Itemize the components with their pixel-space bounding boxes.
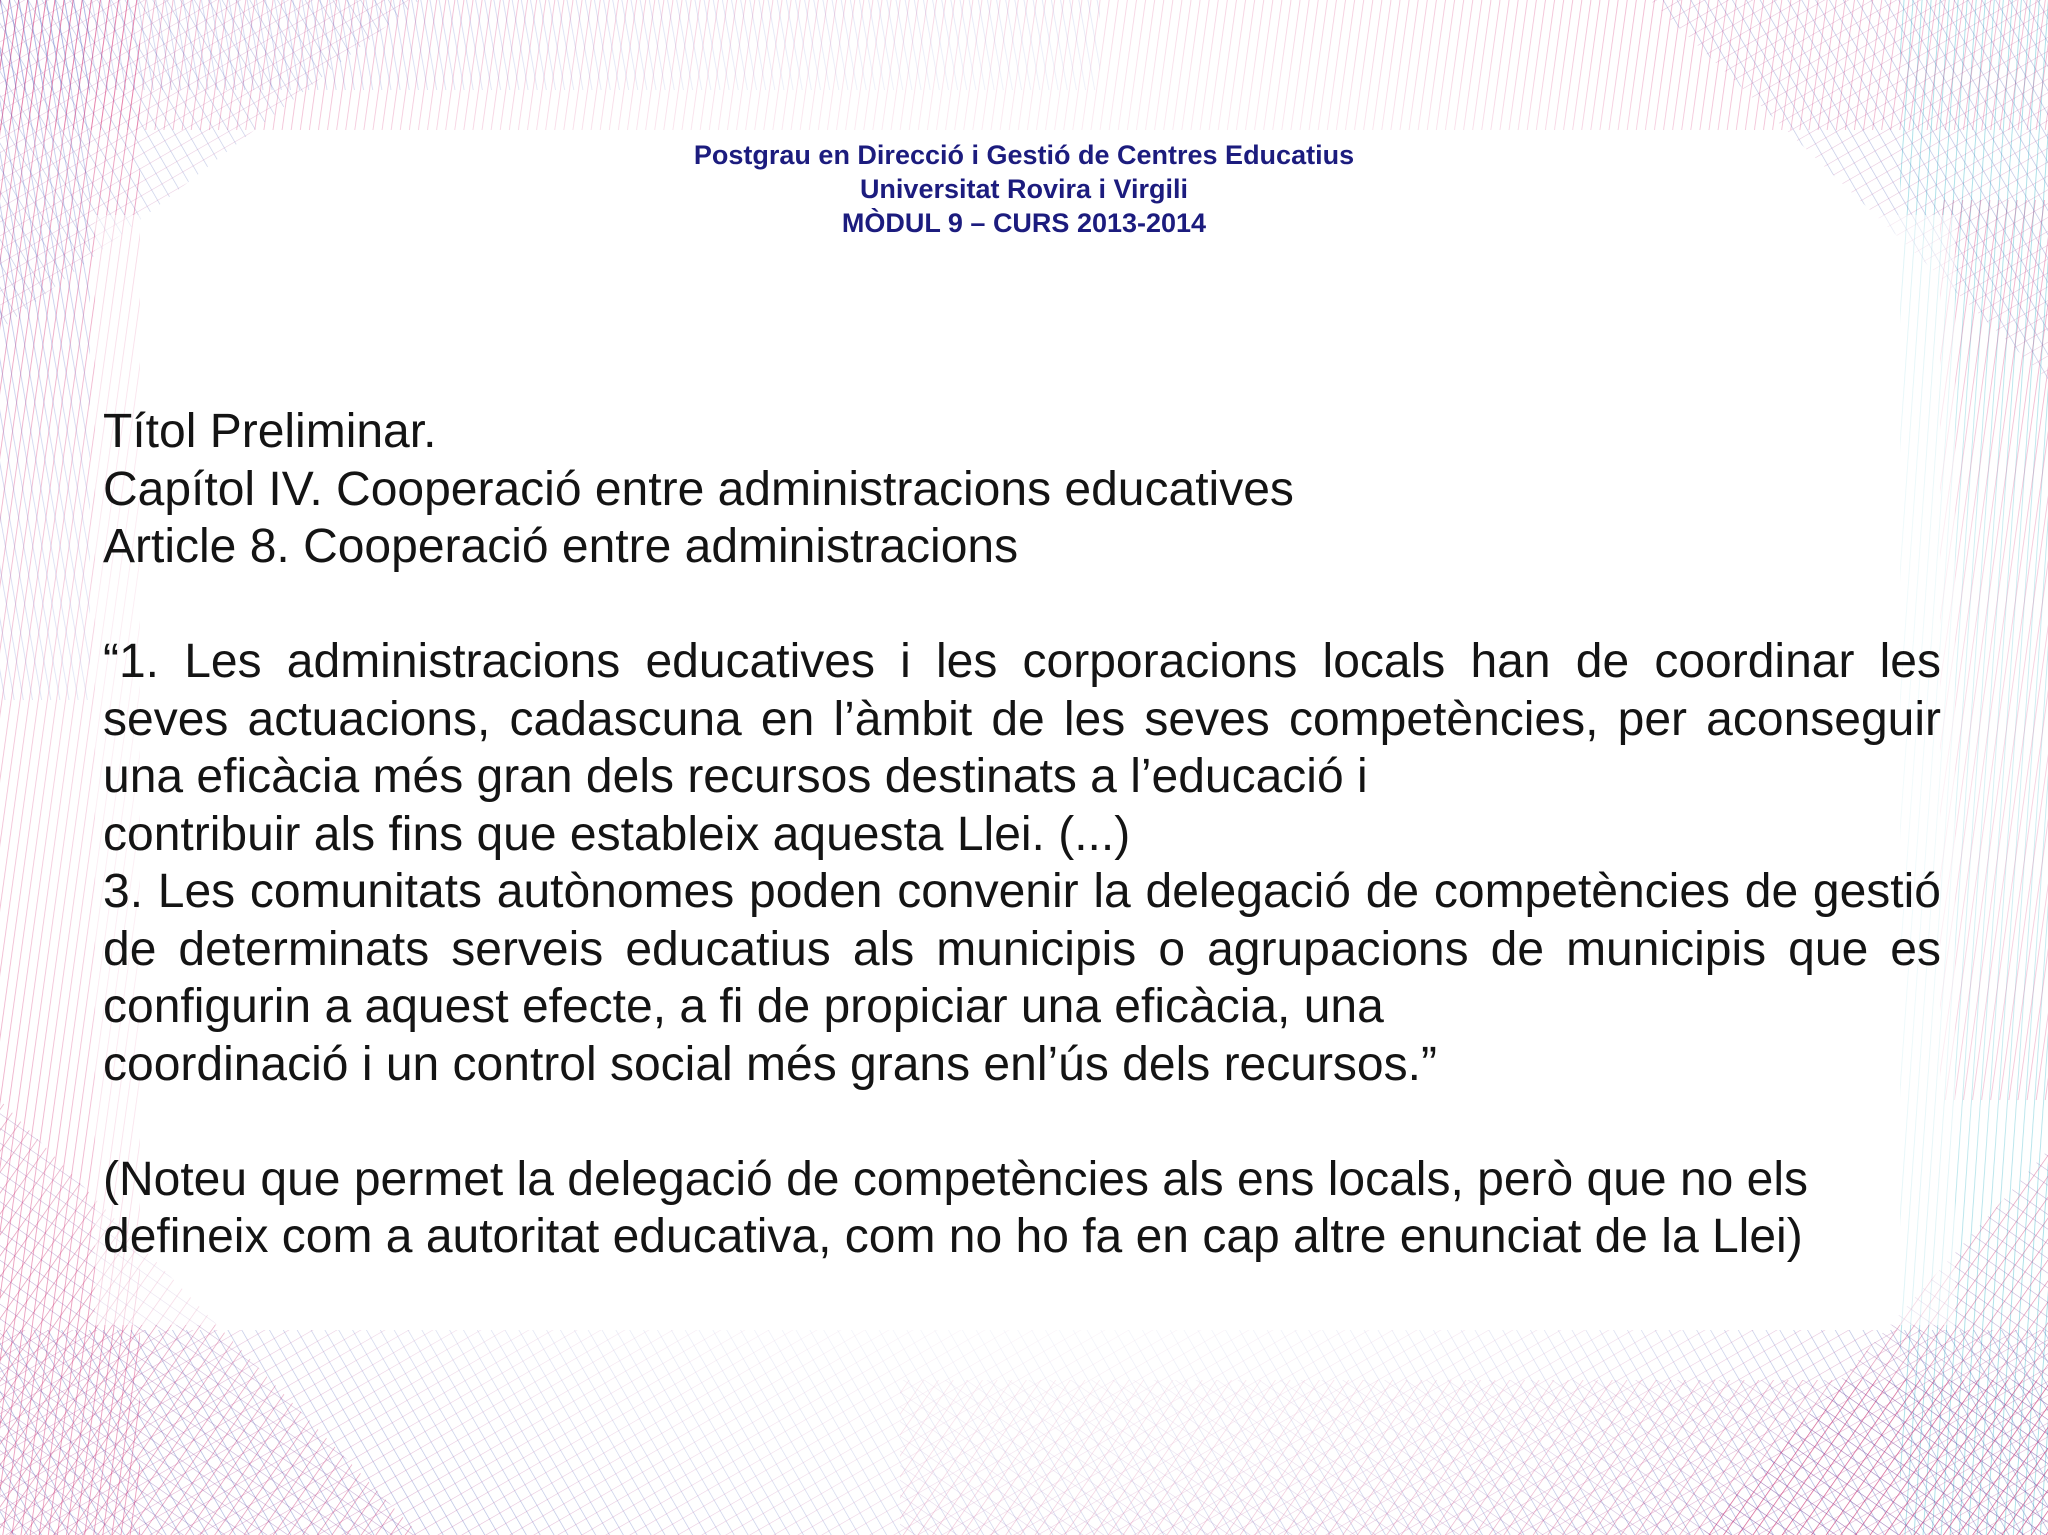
quote-paragraph-3: 3. Les comunitats autònomes poden convenir la delegació de competències de gestió de determinats serveis educatius als municipis o agrupacions de municipis que es configurin a aquest efecte, a fi de propiciar una eficàcia, una [103,865,1941,1033]
quote-paragraph-1-end: contribuir als fins que estableix aquesta Llei. (...) [103,807,1131,861]
slide-body [103,403,1941,1266]
chapter-line: Capítol IV. Cooperació entre administracions educatives [103,462,1294,516]
header-program: Postgrau en Direcció i Gestió de Centres Educatius [693,140,1355,170]
note-line-1: (Noteu que permet la delegació de competències als ens locals, però que no els [103,1152,1809,1206]
slide-header [0,138,2048,240]
title-line: Títol Preliminar. [103,405,437,458]
article-line: Article 8. Cooperació entre administracions [103,520,1019,573]
quote-paragraph-3-end: coordinació i un control social més grans enl’ús dels recursos.” [103,1037,1437,1091]
quote-paragraph-1: “1. Les administracions educatives i les corporacions locals han de coordinar les seves actuacions, cadascuna en l’àmbit de les seves competències, per aconseguir una eficàcia més gran dels recursos destinats a l’educació i [103,635,1941,803]
header-university: Universitat Rovira i Virgili [859,174,1189,204]
header-module: MÒDUL 9 – CURS 2013-2014 [841,208,1207,238]
note-line-2: defineix com a autoritat educativa, com no ho fa en cap altre enunciat de la Llei) [103,1210,1803,1263]
